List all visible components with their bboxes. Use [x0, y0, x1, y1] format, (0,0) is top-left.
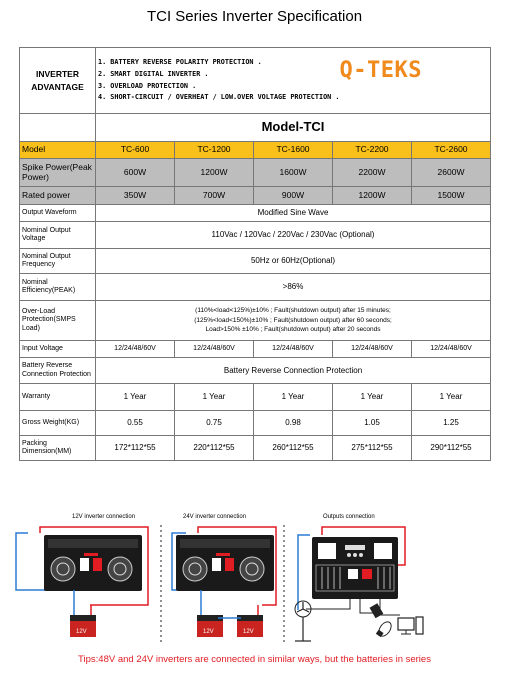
brand-logo: Q-TEKS: [339, 58, 423, 83]
row-label: Over-Load Protection(SMPS Load): [20, 301, 96, 341]
row-label: Spike Power(Peak Power): [20, 159, 96, 187]
battery: [70, 590, 96, 637]
advantage-item: 2. SMART DIGITAL INVERTER .: [98, 69, 209, 78]
overload-line: Load>150% ±10% ; Fault(shutdown output) after 20 seconds: [205, 326, 381, 334]
spike-cell: 600W: [96, 159, 175, 187]
waveform-value: Modified Sine Wave: [96, 205, 491, 222]
page-title: TCI Series Inverter Specification: [146, 8, 363, 25]
spec-table: [19, 47, 491, 461]
input-row: [20, 341, 491, 358]
packing-cell: 290*112*55: [412, 436, 491, 461]
input-cell: 12/24/48/60V: [412, 341, 491, 358]
tips-note: Tips:48V and 24V inverters are connected in similar ways, but the batteries in series: [78, 654, 431, 665]
model-cell: TC-600: [96, 142, 175, 159]
row-label: Nominal Efficiency(PEAK): [20, 274, 96, 301]
spike-cell: 2600W: [412, 159, 491, 187]
caption-outputs: Outputs connection: [323, 514, 375, 520]
advantage-row: [20, 48, 491, 114]
advantage-item: 3. OVERLOAD PROTECTION .: [98, 81, 197, 90]
rated-row: [20, 187, 491, 205]
computer-icon: [398, 617, 423, 634]
caption-24v: 24V inverter connection: [183, 514, 247, 520]
spike-cell: 1200W: [175, 159, 254, 187]
power-plug-icon: [370, 603, 384, 618]
rated-cell: 1200W: [333, 187, 412, 205]
voltage-value: 110Vac / 120Vac / 220Vac / 230Vac (Optional): [96, 222, 491, 249]
frequency-value: 50Hz or 60Hz(Optional): [96, 249, 491, 274]
rated-cell: 1500W: [412, 187, 491, 205]
overload-line: (110%<load<125%)±10% ; Fault(shutdown output) after 15 minutes;: [195, 307, 391, 315]
row-label: Battery Reverse Connection Protection: [20, 358, 96, 384]
warranty-cell: 1 Year: [412, 384, 491, 411]
packing-cell: 220*112*55: [175, 436, 254, 461]
weight-cell: 1.05: [333, 411, 412, 436]
spike-row: [20, 159, 491, 187]
spike-cell: 1600W: [254, 159, 333, 187]
row-label: Packing Dimension(MM): [20, 436, 96, 461]
rated-cell: 900W: [254, 187, 333, 205]
row-label: Nominal Output Voltage: [20, 222, 96, 249]
model-cell: TC-2600: [412, 142, 491, 159]
efficiency-value: >86%: [96, 274, 491, 301]
input-cell: 12/24/48/60V: [254, 341, 333, 358]
advantage-label-line1: INVERTER: [36, 68, 79, 79]
light-bulb-icon: [376, 620, 394, 639]
input-cell: 12/24/48/60V: [333, 341, 412, 358]
efficiency-row: [20, 274, 491, 301]
battery-label: 12V: [76, 629, 87, 635]
model-title: Model-TCI: [96, 114, 491, 142]
row-label: Warranty: [20, 384, 96, 411]
row-label: Output Waveform: [20, 205, 96, 222]
row-label: Gross Weight(KG): [20, 411, 96, 436]
rated-cell: 350W: [96, 187, 175, 205]
model-cell: TC-1200: [175, 142, 254, 159]
voltage-row: [20, 222, 491, 249]
inverter-12v: [16, 527, 148, 605]
warranty-row: [20, 384, 491, 411]
advantage-label-line2: ADVANTAGE: [31, 81, 84, 92]
packing-cell: 172*112*55: [96, 436, 175, 461]
warranty-cell: 1 Year: [175, 384, 254, 411]
weight-row: [20, 411, 491, 436]
model-cell: TC-2200: [333, 142, 412, 159]
warranty-cell: 1 Year: [333, 384, 412, 411]
caption-12v: 12V inverter connection: [72, 514, 136, 520]
warranty-cell: 1 Year: [254, 384, 333, 411]
advantage-label: [20, 48, 96, 114]
model-title-spacer: [20, 114, 96, 142]
packing-cell: 260*112*55: [254, 436, 333, 461]
packing-row: [20, 436, 491, 461]
reverse-row: [20, 358, 491, 384]
packing-cell: 275*112*55: [333, 436, 412, 461]
weight-cell: 0.55: [96, 411, 175, 436]
inverter-24v: [172, 527, 276, 605]
row-label: Input Voltage: [20, 341, 96, 358]
warranty-cell: 1 Year: [96, 384, 175, 411]
input-cell: 12/24/48/60V: [96, 341, 175, 358]
battery-label: 12V: [203, 629, 214, 635]
row-label: Nominal Output Frequency: [20, 249, 96, 274]
waveform-row: [20, 205, 491, 222]
input-cell: 12/24/48/60V: [175, 341, 254, 358]
model-row: [20, 142, 491, 159]
spike-cell: 2200W: [333, 159, 412, 187]
reverse-value: Battery Reverse Connection Protection: [96, 358, 491, 384]
overload-row: [20, 301, 491, 341]
battery-label: 12V: [243, 629, 254, 635]
weight-cell: 1.25: [412, 411, 491, 436]
overload-line: (125%<load<150%)±10% ; Fault(shutdown output) after 60 seconds;: [194, 316, 392, 324]
overload-value: [96, 301, 491, 341]
advantage-item: 1. BATTERY REVERSE POLARITY PROTECTION .: [98, 58, 262, 67]
frequency-row: [20, 249, 491, 274]
inverter-outputs: [298, 527, 405, 615]
rated-cell: 700W: [175, 187, 254, 205]
weight-cell: 0.98: [254, 411, 333, 436]
weight-cell: 0.75: [175, 411, 254, 436]
advantage-item: 4. SHORT-CIRCUIT / OVERHEAT / LOW.OVER VOLTAGE PROTECTION .: [98, 93, 340, 102]
row-label: Model: [20, 142, 96, 159]
row-label: Rated power: [20, 187, 96, 205]
model-cell: TC-1600: [254, 142, 333, 159]
advantage-list: [96, 48, 491, 114]
